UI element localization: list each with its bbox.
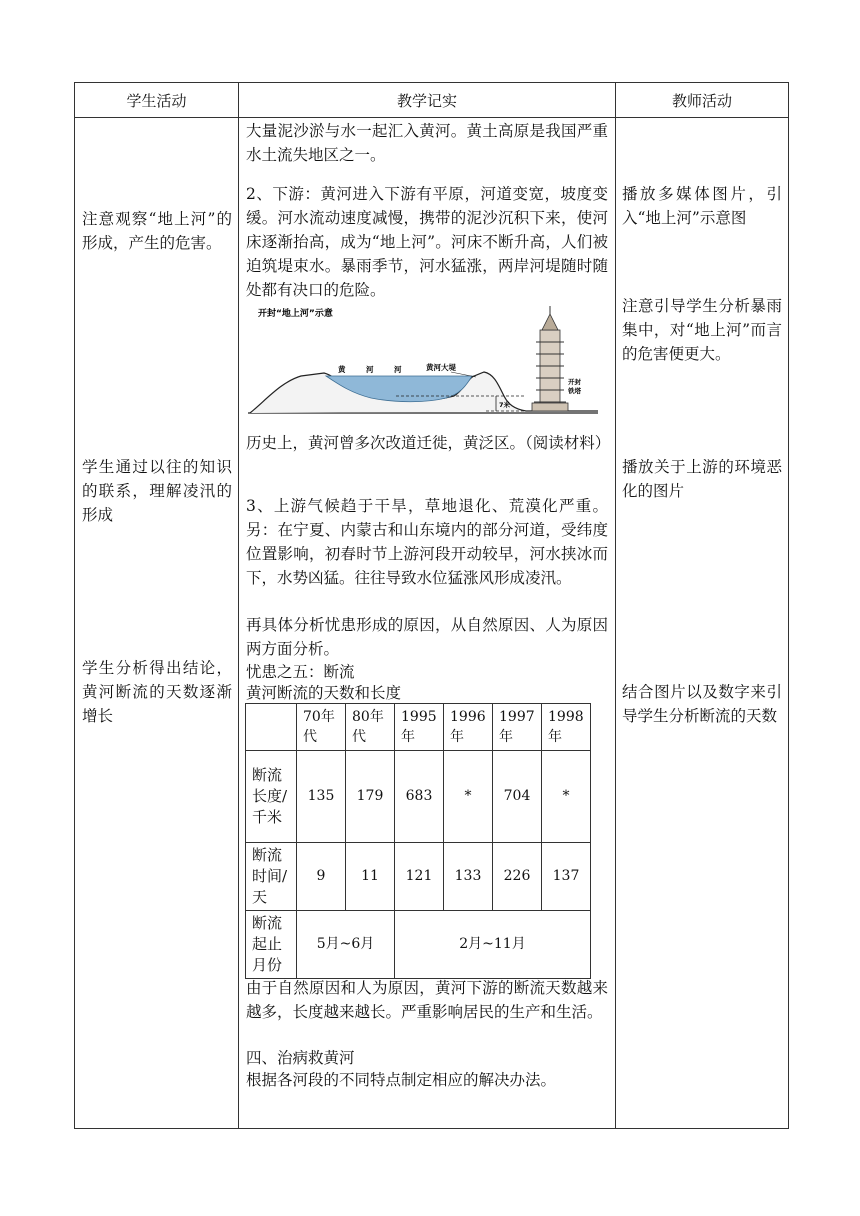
table-cell: 2月~11月 (395, 911, 591, 979)
table-header-cell: 70年代 (297, 704, 346, 751)
header-row (75, 83, 789, 118)
table-row (246, 751, 591, 843)
table-cell: 9 (297, 843, 346, 911)
label-river-1: 河 (366, 365, 374, 374)
record-para-10: 根据各河段的不同特点制定相应的解决办法。 (246, 1071, 557, 1089)
table-header-cell: 80年代 (346, 704, 395, 751)
record-para-3: 历史上，黄河曾多次改道迁徙，黄泛区。（阅读材料） (246, 434, 611, 452)
record-para-8: 由于自然原因和人为原因，黄河下游的断流天数越来越多，长度越来越长。严重影响居民的生产和生活。 (246, 979, 608, 1021)
table-cell: * (444, 751, 493, 843)
table-header-cell (246, 704, 297, 751)
table-cell: 11 (346, 843, 395, 911)
label-river-2: 河 (394, 365, 402, 374)
iron-pagoda-icon (532, 306, 568, 411)
student-note-3: 学生分析得出结论，黄河断流的天数逐渐增长 (82, 659, 232, 725)
table-row (246, 911, 591, 979)
height-label: 7米 (499, 401, 511, 409)
header-teaching-record: 教学记实 (239, 83, 616, 118)
student-note-2: 学生通过以往的知识的联系，理解凌汛的形成 (82, 458, 232, 524)
table-cell: 121 (395, 843, 444, 911)
diagram-title: 开封“地上河”示意 (258, 309, 333, 319)
table-cell: 179 (346, 751, 395, 843)
label-yellow: 黄 (338, 365, 346, 374)
table-cell: 5月~6月 (297, 911, 395, 979)
cutoff-table-wrapper (245, 703, 591, 979)
label-dike: 黄河大堤 (426, 363, 456, 372)
table-cell: 704 (493, 751, 542, 843)
record-para-9: 四、治病救黄河 (246, 1049, 355, 1067)
student-note-1: 注意观察“地上河”的形成，产生的危害。 (82, 210, 232, 252)
table-row (246, 843, 591, 911)
table-header-cell: 1997年 (493, 704, 542, 751)
suspended-river-diagram (246, 300, 602, 420)
diagram-svg (246, 300, 602, 420)
table-header-cell: 1998年 (542, 704, 591, 751)
table-cell: 135 (297, 751, 346, 843)
table-cell: 137 (542, 843, 591, 911)
teacher-activity-cell (616, 118, 789, 1129)
table-header-row (246, 704, 591, 751)
record-para-6: 忧患之五：断流 (246, 663, 355, 681)
table-cell: 226 (493, 843, 542, 911)
row-label: 断流长度/千米 (246, 751, 297, 843)
teacher-note-4: 结合图片以及数字来引导学生分析断流的天数 (622, 683, 782, 725)
record-para-1: 大量泥沙淤与水一起汇入黄河。黄土高原是我国严重水土流失地区之一。 (246, 122, 608, 164)
teacher-note-3: 播放关于上游的环境恶化的图片 (622, 458, 782, 500)
record-para-7: 黄河断流的天数和长度 (246, 684, 402, 702)
teacher-note-2: 注意引导学生分析暴雨集中，对“地上河”而言的危害便更大。 (622, 297, 782, 363)
record-para-4: 3、上游气候趋于干旱，草地退化、荒漠化严重。另：在宁夏、内蒙古和山东境内的部分河道，受纬度位置影响，初春时节上游河段开动较早，河水挟冰而下，水势凶猛。往往导致水位猛涨风形成凌汛。 (246, 497, 608, 587)
table-header-cell: 1996年 (444, 704, 493, 751)
label-kaifeng: 开封 (568, 378, 581, 386)
table-cell: * (542, 751, 591, 843)
row-label: 断流时间/天 (246, 843, 297, 911)
row-label: 断流起止月份 (246, 911, 297, 979)
table-cell: 683 (395, 751, 444, 843)
header-student-activity: 学生活动 (75, 83, 239, 118)
teacher-note-1: 播放多媒体图片，引入“地上河”示意图 (622, 185, 782, 227)
record-para-2: 2、下游：黄河进入下游有平原，河道变宽，坡度变缓。河水流动速度减慢，携带的泥沙沉积下来，使河床逐渐抬高，成为“地上河”。河床不断升高，人们被迫筑堤束水。暴雨季节，河水猛涨，两岸河堤随时随处都有决口的危险。 (246, 185, 608, 299)
label-iron-tower: 铁塔 (568, 387, 581, 395)
table-cell: 133 (444, 843, 493, 911)
cutoff-data-table (245, 703, 591, 979)
student-activity-cell (75, 118, 239, 1129)
table-header-cell: 1995年 (395, 704, 444, 751)
record-para-5: 再具体分析忧患形成的原因，从自然原因、人为原因两方面分析。 (246, 616, 608, 658)
header-teacher-activity: 教师活动 (616, 83, 789, 118)
